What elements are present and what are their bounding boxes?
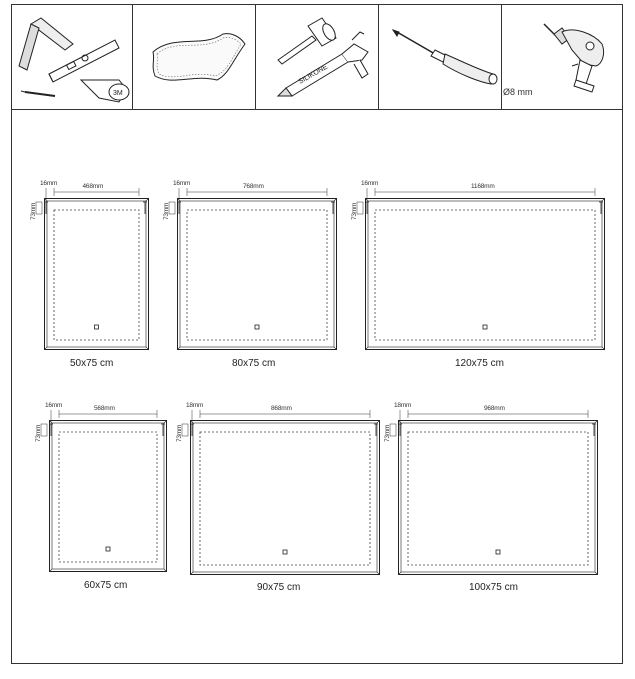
mirror-outline: [44, 198, 149, 350]
svg-text:3M: 3M: [113, 90, 123, 97]
mirror-width-dimension: 768mm: [243, 183, 264, 190]
mirror-height-dimension: 73mm: [35, 424, 42, 442]
mirror-height-dimension: 73mm: [30, 202, 37, 220]
mirror-outline: [398, 420, 598, 575]
mirror-width-dimension: 868mm: [271, 405, 292, 412]
mirror-size-label: 80x75 cm: [232, 358, 276, 369]
tool-cell-cloth: [133, 4, 256, 109]
mirror-diagram: [384, 402, 598, 575]
mirror-outline: [190, 420, 380, 575]
hammer-silicone-icon: [256, 4, 379, 109]
mirror-diagram: [163, 180, 337, 350]
mirror-edge-dimension: 16mm: [361, 180, 379, 187]
cleaning-cloth-icon: [133, 4, 256, 109]
mirror-width-dimension: 468mm: [82, 183, 104, 190]
mirror-width-dimension: 1168mm: [471, 183, 495, 190]
mirror-width-dimension: 968mm: [484, 405, 505, 412]
screwdriver-icon: [379, 4, 502, 109]
mirror-size-label: 120x75 cm: [455, 358, 504, 369]
mirror-edge-dimension: 18mm: [186, 402, 204, 409]
mirror-diagram: [35, 402, 167, 572]
mirror-edge-dimension: 16mm: [45, 402, 63, 409]
drill-bit-size-label: Ø8 mm: [503, 87, 533, 97]
mirror-size-label: 100x75 cm: [469, 582, 518, 593]
measuring-tools-icon: [11, 4, 133, 109]
mirror-height-dimension: 73mm: [163, 202, 170, 220]
mirror-diagram: [30, 180, 149, 350]
mirror-width-dimension: 568mm: [94, 405, 115, 412]
mirror-size-label: 60x75 cm: [84, 580, 128, 591]
mirror-diagram: [176, 402, 380, 575]
tool-cell-measuring: [11, 4, 133, 109]
mirror-size-label: 50x75 cm: [70, 358, 114, 369]
mirror-edge-dimension: 16mm: [40, 180, 58, 187]
mirror-outline: [49, 420, 167, 572]
tool-cell-hammer-silicone: [256, 4, 379, 109]
tool-cell-screwdriver: [379, 4, 502, 109]
mirror-edge-dimension: 18mm: [394, 402, 412, 409]
mirror-height-dimension: 73mm: [384, 424, 391, 442]
mirror-edge-dimension: 16mm: [173, 180, 191, 187]
mirror-height-dimension: 73mm: [176, 424, 183, 442]
svg-text:SILIKONE: SILIKONE: [297, 63, 329, 86]
mirror-outline: [177, 198, 337, 350]
mirror-diagram: [351, 180, 605, 350]
mirror-size-label: 90x75 cm: [257, 582, 301, 593]
mirror-outline: [365, 198, 605, 350]
mirror-height-dimension: 73mm: [351, 202, 358, 220]
